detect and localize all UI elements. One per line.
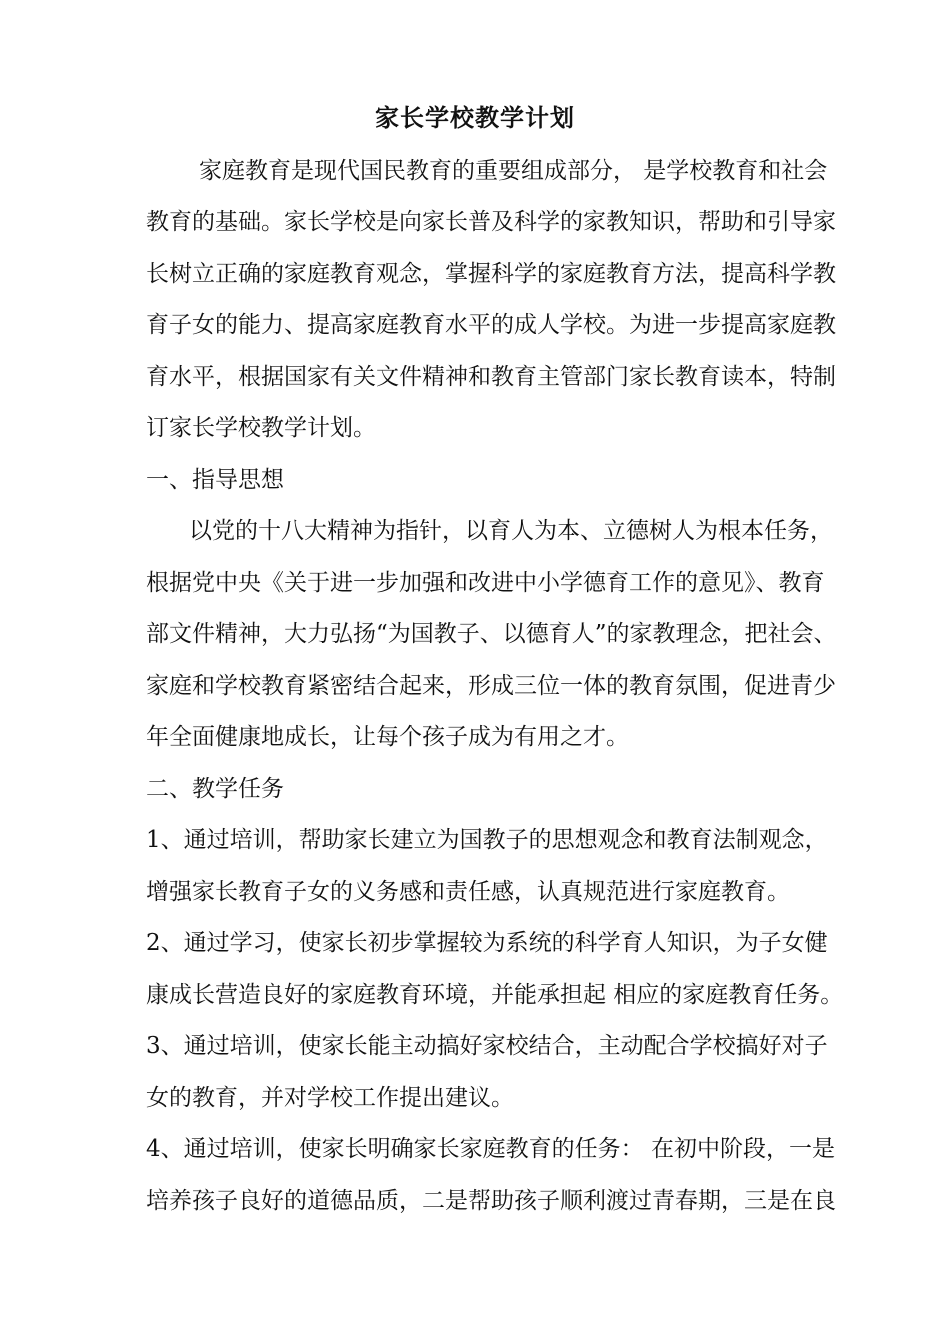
paragraph-line: 4、通过培训，使家长明确家长家庭教育的任务： 在初中阶段，一是 [146,1136,835,1162]
paragraph-line: 根据党中央《关于进一步加强和改进中小学德育工作的意见》、教育 [146,570,825,596]
document-title: 家长学校教学计划 [375,103,575,132]
paragraph-line: 部文件精神，大力弘扬“为国教子、以德育人”的家教理念，把社会、 [146,621,837,647]
paragraph-line: 以党的十八大精神为指针，以育人为本、立德树人为根本任务， [189,518,833,544]
paragraph-line: 家庭教育是现代国民教育的重要组成部分， 是学校教育和社会 [199,158,828,184]
paragraph-line: 育水平，根据国家有关文件精神和教育主管部门家长教育读本，特制 [146,364,836,390]
paragraph-line: 教育的基础。家长学校是向家长普及科学的家教知识，帮助和引导家 [146,209,836,235]
paragraph-line: 培养孩子良好的道德品质，二是帮助孩子顺利渡过青春期，三是在良 [146,1188,836,1214]
paragraph-line: 长树立正确的家庭教育观念，掌握科学的家庭教育方法，提高科学教 [146,261,836,287]
paragraph-line: 育子女的能力、提高家庭教育水平的成人学校。为进一步提高家庭教 [146,312,836,338]
paragraph-line: 女的教育，并对学校工作提出建议。 [146,1085,514,1111]
section-heading: 一、指导思想 [146,467,284,493]
paragraph-line: 年全面健康地成长，让每个孩子成为有用之才。 [146,724,629,750]
paragraph-line: 3、通过培训，使家长能主动搞好家校结合，主动配合学校搞好对子 [146,1033,828,1059]
paragraph-line: 订家长学校教学计划。 [146,415,376,441]
paragraph-line: 增强家长教育子女的义务感和责任感，认真规范进行家庭教育。 [146,879,790,905]
section-heading: 二、教学任务 [146,776,284,802]
paragraph-line: 家庭和学校教育紧密结合起来，形成三位一体的教育氛围，促进青少 [146,673,836,699]
paragraph-line: 康成长营造良好的家庭教育环境，并能承担起 相应的家庭教育任务。 [146,982,844,1008]
paragraph-line: 1、通过培训，帮助家长建立为国教子的思想观念和教育法制观念， [146,827,828,853]
paragraph-line: 2、通过学习，使家长初步掌握较为系统的科学育人知识，为子女健 [146,930,828,956]
